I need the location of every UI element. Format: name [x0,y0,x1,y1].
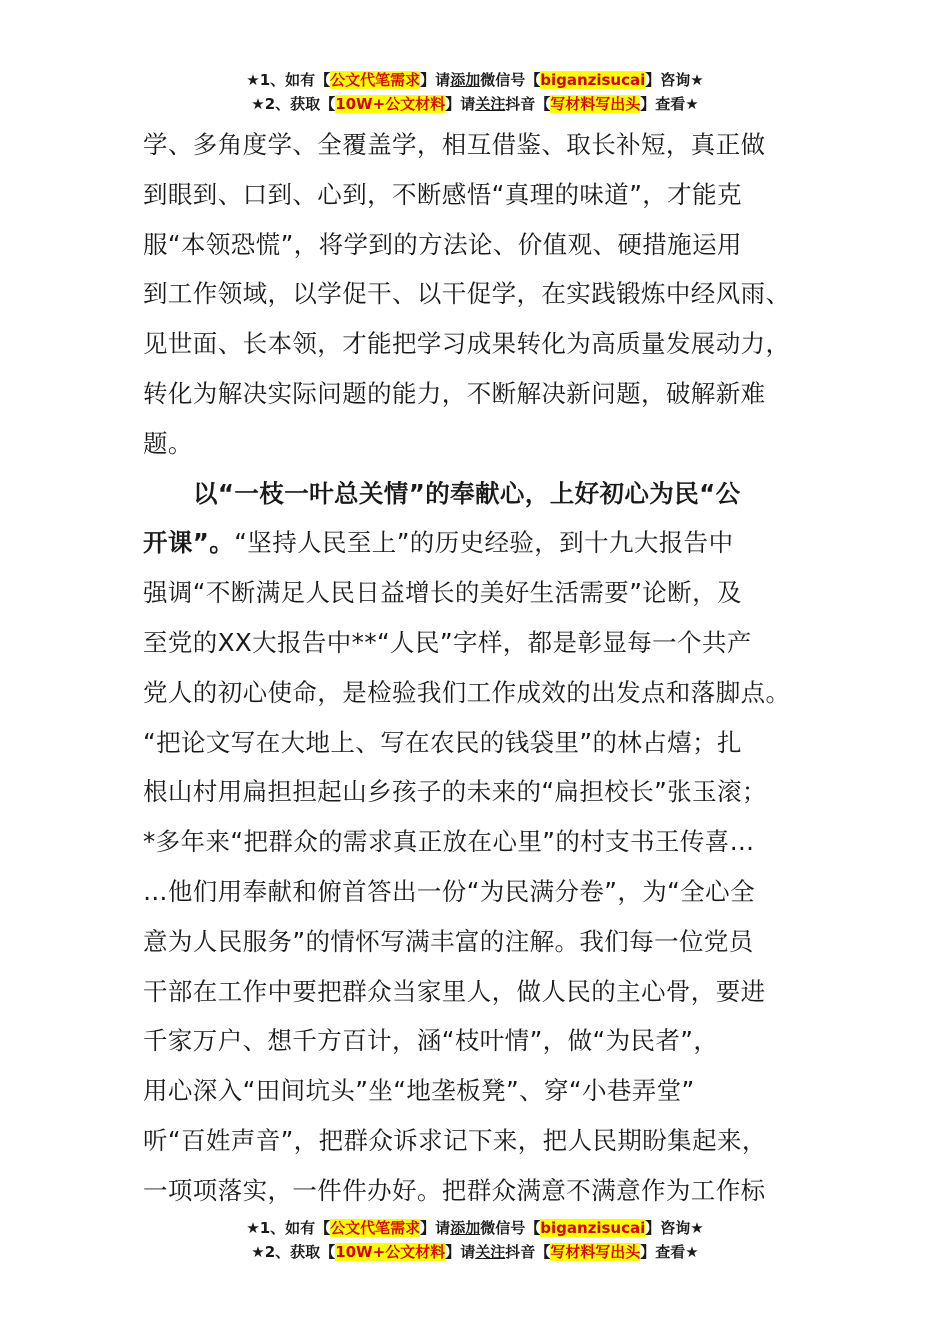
banner-1-highlight-service: 公文代笔需求 [330,1219,421,1237]
banner-2-underlined: 关注 [475,1243,506,1261]
banner-1-middle-b: 微信号【 [480,1219,541,1237]
text-line: 转化为解决实际问题的能力，不断解决新问题，破解新难 [143,378,766,408]
text-line: 干部在工作中要把群众当家里人，做人民的主心骨，要进 [143,976,766,1006]
text-line: 一项项落实，一件件办好。把群众满意不满意作为工作标 [143,1175,766,1205]
banner-1-middle-a: 】请 [420,1219,451,1237]
text-line: 千家万户、想千方百计，涵“枝叶情”，做“为民者”， [143,1026,719,1056]
text-line: 学、多角度学、全覆盖学，相互借鉴、取长补短，真正做 [143,130,766,159]
banner-line-2 [0,1240,950,1264]
text-line-rest: “坚持人民至上”的历史经验，到十九大报告中 [234,528,734,558]
paragraph-2 [143,469,808,1216]
text-line: 服“本领恐慌”，将学到的方法论、价值观、硬措施运用 [143,229,742,259]
banner-2-suffix: 】查看★ [640,1243,699,1261]
banner-2-underlined: 关注 [475,95,506,113]
text-line: …他们用奉献和俯首答出一份“为民满分卷”，为“全心全 [143,876,755,906]
bottom-banner [0,1216,950,1264]
text-line: 根山村用扁担担起山乡孩子的未来的“扁担校长”张玉滚； [143,777,767,807]
banner-1-highlight-wechat: biganzisucai [540,1219,646,1237]
banner-2-prefix: ★2、获取【 [251,95,336,113]
text-line: 到眼到、口到、心到，不断感悟“真理的味道”，才能克 [143,179,742,209]
top-banner [0,68,950,116]
banner-2-middle-b: 抖音【 [505,1243,551,1261]
text-line: 听“百姓声音”，把群众诉求记下来，把人民期盼集起来， [143,1125,767,1155]
banner-2-prefix: ★2、获取【 [251,1243,336,1261]
section-heading: 以“一枝一叶总关情”的奉献心，上好初心为民“公 [193,478,741,508]
text-line: 意为人民服务”的情怀写满丰富的注解。我们每一位党员 [143,926,754,956]
text-line: “把论文写在大地上、写在农民的钱袋里”的林占熺；扎 [143,727,742,757]
text-line: 至党的XX大报告中**“人民”字样，都是彰显每一个共产 [143,627,752,657]
banner-1-middle-b: 微信号【 [480,71,541,89]
banner-1-suffix: 】咨询★ [645,71,704,89]
text-line [143,518,808,568]
text-line: 题。 [143,428,193,458]
paragraph-1 [143,120,808,469]
document-body [143,120,808,1216]
banner-2-highlight-materials: 10W+公文材料 [335,1243,446,1261]
section-heading-end: 开课”。 [143,528,235,558]
banner-2-highlight-douyin: 写材料写出头 [550,1243,641,1261]
banner-2-middle-a: 】请 [445,95,476,113]
text-line: 强调“不断满足人民日益增长的美好生活需要”论断，及 [143,578,742,608]
banner-line-2 [0,92,950,116]
banner-line-1 [0,68,950,92]
banner-2-highlight-douyin: 写材料写出头 [550,95,641,113]
banner-line-1 [0,1216,950,1240]
banner-1-highlight-service: 公文代笔需求 [330,71,421,89]
text-line: 见世面、长本领，才能把学习成果转化为高质量发展动力， [143,329,791,359]
banner-1-highlight-wechat: biganzisucai [540,71,646,89]
banner-1-underlined: 添加 [450,71,481,89]
banner-1-prefix: ★1、如有【 [246,1219,331,1237]
banner-1-middle-a: 】请 [420,71,451,89]
text-line: 党人的初心使命，是检验我们工作成效的出发点和落脚点。 [143,677,791,707]
text-line: 到工作领域，以学促干、以干促学，在实践锻炼中经风雨、 [143,279,791,309]
text-line: 用心深入“田间坑头”坐“地垄板凳”、穿“小巷弄堂” [143,1076,695,1106]
text-line: *多年来“把群众的需求真正放在心里”的村支书王传喜… [143,827,755,857]
banner-1-prefix: ★1、如有【 [246,71,331,89]
banner-2-middle-a: 】请 [445,1243,476,1261]
banner-2-middle-b: 抖音【 [505,95,551,113]
banner-2-highlight-materials: 10W+公文材料 [335,95,446,113]
banner-1-underlined: 添加 [450,1219,481,1237]
banner-2-suffix: 】查看★ [640,95,699,113]
banner-1-suffix: 】咨询★ [645,1219,704,1237]
